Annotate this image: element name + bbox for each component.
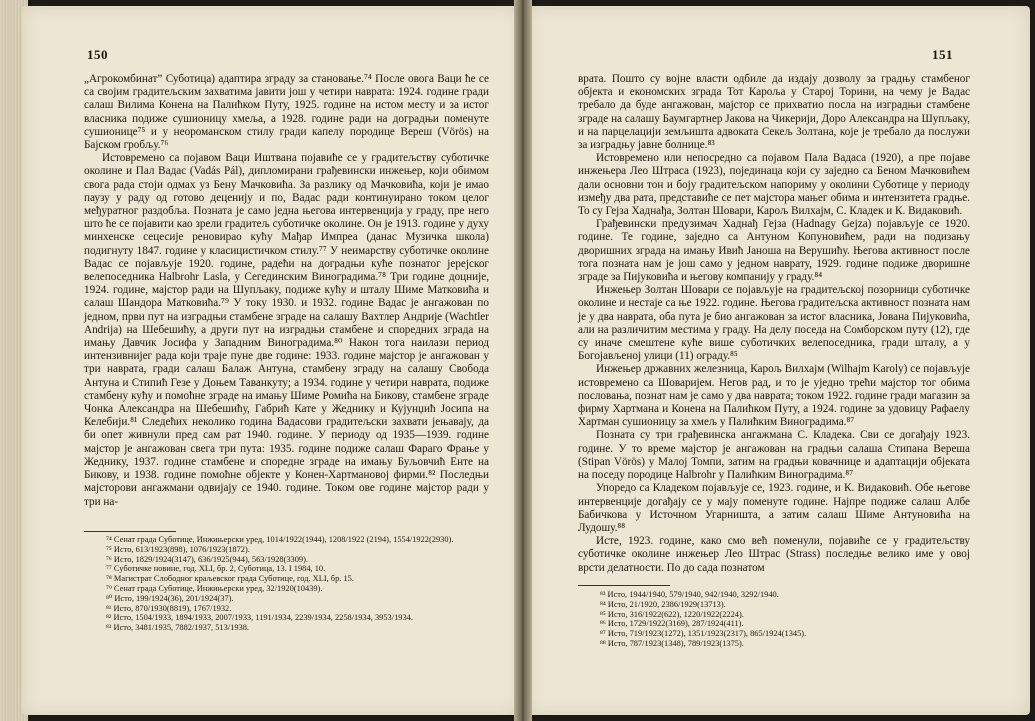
right-paragraph-5: Инжењер државних железница, Карољ Вилхајм (Wilhajm Karoly) се појављује истовремено са Шоваријем. Негов рад, и то је уједно трећи мајстор тог обима пословања, познат нам је само у два наврата; током 1922. године гради магазин за фирму Хартмана и Конена на Палићком Путу, а 1924. године за удовицу Рафаелу Хартман сушионицу за хмељ у Палићким Виноградима.⁸⁷ <box>578 363 970 429</box>
footnote-77: ⁷⁷ Суботичке новине, год. XLI, бр. 2, Суботица, 13. I 1984, 10. <box>106 564 326 574</box>
right-paragraph-1: врата. Пошто су војне власти одбиле да издају дозволу за градњу стамбеног објекта и економских зграда Тот Карољa у Старој Торини, на чему је Вадас требало да буде ангажован, мајстор се прихватио посла на изградњи стамбене зграде на салашу Баумгартнер Јакова на Чикерији, Доро Александра на Шупљаку, и на парцелацији земљишта адвоката Секељ Золтана, које је требало да послужи за изградњу јавне болнице.⁸³ <box>578 73 970 152</box>
footnote-81: ⁸¹ Исто, 870/1930(8819), 1767/1932. <box>106 603 232 613</box>
left-paragraph-1: „Агрокомбинат” Суботица) адаптира зграду за становање.⁷⁴ После овога Ваци ће се са својим градитељским захватима јавити још у четири наврата: 1924. године гради салаш Вилима Конена на Палићком Путу, 1925. године на истом месту и за истог власника подиже сушионицу хмеља, а 1928. године ради на доградњи поменуте сушионице⁷⁵ и у неороманском стилу гради капелу породице Вереш (Vörös) на Бајском гробљу.⁷⁶ <box>84 73 489 152</box>
left-footnotes <box>84 535 489 633</box>
page-number-left: 150 <box>87 47 108 62</box>
right-paragraph-3: Грађевински предузимач Хаднађ Гејза (Hadnagy Gejza) појављује се 1920. године. Те године, заједно са Антуном Копуновићем, ради на подизању дворишних зграда на имању Ивић Јаноша на Верушићу. Његова активност после тога позната нам је још само у једном наврату, 1929. године подиже дворишне зграде за Пијуковића и његову компанију у граду.⁸⁴ <box>578 218 970 284</box>
footnote-84: ⁸⁴ Исто, 21/1920, 2386/1929(13713). <box>600 599 726 609</box>
footnote-rule-left <box>84 531 176 532</box>
footnote-83-left: ⁸³ Исто, 3481/1935, 7882/1937, 513/1938. <box>106 623 249 633</box>
book-gutter <box>514 0 532 721</box>
left-paragraph-2: Истовремено са појавом Ваци Иштвана појавиће се у градитељству суботичке околине и Пал Вадас (Vadás Pál), дипломирани грађевински инжењер, који обимом свога рада стоји одмах уз Бену Мачковића. За разлику од Мачковића, који је имао паузу у раду од готово деценију и по, Вадас ради континуирано током целог међуратног раздобља. Позната је само једна његова интервенција у граду, пре него што ће се појавити као зрели градитељ суботичке околине. Он је 1913. године у духу минхенске сецесије реновирао кућу Мађар Импреа (данас Музичка школа) подигнуту 1847. године у класицистичком стилу.⁷⁷ У неимарству суботичке околине Вадас се појављује 1920. године, радећи на доградњи куће познатог јерејског велепоседника Halbrohr Lasla, у Сегединским Виноградима.⁷⁸ Три године доцније, 1924. године, мајстор ради на Шупљаку, подиже кућу и шталу Шиме Матковића и салаш Шандора Матковића.⁷⁹ У току 1930. и 1932. године Вадас је ангажован по једном, први пут на изградњи стамбене зграде на салашу Вахтлер Андрије (Wachtler Andrija) на Шебешићу, а други пут на изградњи стамбене и споредних зграда на имању Давчик Јосифа у Западним Виноградима.⁸⁰ Након тога наилази период интензивнијег рада који траје пуне две године: 1933. године мајстор је ангажован у три наврата, гради салаш Балаж Антуна, стамбену зграду на салашу Свобода Антуна и Стипић Гезе у Доњем Таванкуту; а 1934. године у четири наврата, подиже стамбену кућу и помоћне зграде на имању Шиме Ромића на Бикову, стамбене зграде Чонка Александра на Шебешићу, Габрић Кате у Жеднику и Кујунџић Јосипа на Келебији.⁸¹ Следећих неколико година Вадасови градитељски захвати јењавају, да би опет живнули пред сам рат 1940. године. У периоду од 1935—1939. године мајстор је ангажован свега три пута: 1935. године подиже салаш Фараго Фрање у Жеднику, 1937. године стамбене и споредне зграде на имању Буљовчић Енте на Бикову, и 1938. године помоћне објекте у Конен-Хартмановој фирми.⁸² Последњи мајсторови ангажмани одвијају се 1940. године. Током ове године мајстор ради у три на- <box>84 152 489 508</box>
footnote-80: ⁸⁰ Исто, 199/1924(36), 201/1924(37). <box>106 593 234 603</box>
footnote-79: ⁷⁹ Сенат града Суботице, Инжињерски уред, 32/1920(10439). <box>106 583 323 593</box>
footnote-83-right: ⁸³ Исто, 1944/1940, 579/1940, 942/1940, 3292/1940. <box>600 590 779 599</box>
page-number-right: 151 <box>932 47 953 62</box>
right-paragraph-4: Инжењер Золтан Шовари се појављује на градитељској позорници суботичке околине и нестаје са ње 1922. године. Његова градитељска активност позната нам је у два наврата, оба пута је био ангажован за истог власника, Јована Пијуковића, али на различитим местима у граду. На делу поседа на Сомборском путу (12), где су иначе смештене куће више суботичких велепоседника, гради шталу, а у Богојављеној улици (11) ограду.⁸⁵ <box>578 284 970 363</box>
footnote-74: ⁷⁴ Сенат града Суботице, Инжињерски уред, 1014/1922(1944), 1208/1922 (2194), 1554/1922(2930). <box>106 535 454 544</box>
right-paragraph-7: Упоредо са Кладеком појављује се, 1923. године, и К. Видаковић. Обе његове интервенције догађају се у мају поменуте године. Најпре подиже салаш Албе Бабичкова у Источном Угарништа, а затим салаш Шиме Антуновића на Лудошу.⁸⁸ <box>578 482 970 534</box>
right-paragraph-6: Позната су три грађевинска ангажмана С. Кладека. Сви се догађају 1923. године. У то време мајстор је ангажован на градњи салаша Стипана Вереша (Stipan Vörös) у Малој Томпи, затим на градњи ковачнице и адаптацији објеката на поседу породице Halbrohr у Палићким Виноградима.⁸⁷ <box>578 429 970 482</box>
right-body-text <box>578 73 970 575</box>
footnote-86: ⁸⁶ Исто, 1729/1922(3169), 287/1924(411). <box>600 619 744 629</box>
footnote-88: ⁸⁸ Исто, 787/1923(1348), 789/1923(1375). <box>600 638 744 648</box>
footnote-82: ⁸² Исто, 1504/1933, 1894/1933, 2007/1933, 1191/1934, 2239/1934, 2258/1934, 3953/1934. <box>106 613 413 623</box>
right-paragraph-8: Исте, 1923. године, како смо већ поменули, појавиће се у градитељству суботичке околине инжењер Лео Штрас (Strass) последње велико име у овој врсти делатности. По до сада познатом <box>578 535 970 574</box>
right-paragraph-2: Истовремено или непосредно са појавом Пала Вадаса (1920), а пре појаве инжењера Лео Штраса (1923), појединаца који су заједно са Беном Мачковићем дали основни тон и боју градитељском напориму у околини Суботице у периоду између два рата, представиће се пет мајстора мањег обима и интензитета градње. То су Гејза Хаднађа, Золтан Шовари, Карољ Вилхајм, С. Кладек и К. Видаковић. <box>578 152 970 218</box>
footnote-rule-right <box>578 585 670 586</box>
footnote-87: ⁸⁷ Исто, 719/1923(1272), 1351/1923(2317), 865/1924(1345). <box>600 629 807 639</box>
footnote-75: ⁷⁵ Исто, 613/1923(898), 1076/1923(1872). <box>106 544 250 554</box>
footnote-76: ⁷⁶ Исто, 1829/1924(3147), 636/1925(944), 563/1928(3309). <box>106 554 308 564</box>
footnote-78: ⁷⁸ Магистрат Слободног краљевског града Суботице, год. XLI, бр. 15. <box>106 574 354 584</box>
right-footnotes <box>578 590 970 649</box>
footnote-85: ⁸⁵ Исто, 316/1922(622), 1220/1922(2224). <box>600 609 744 619</box>
left-body-text <box>84 73 489 509</box>
